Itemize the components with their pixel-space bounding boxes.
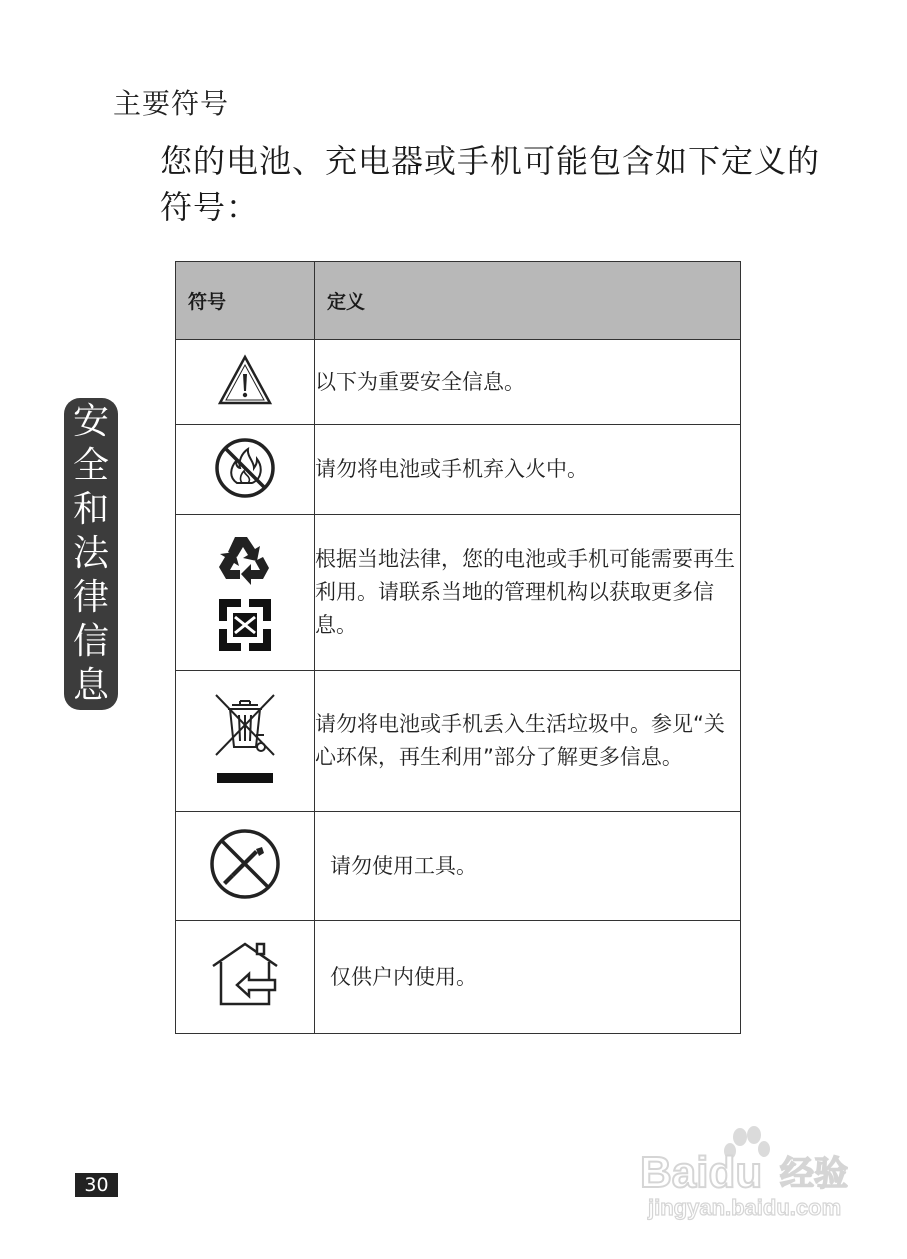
definition-cell: 请勿将电池或手机弃入火中。 bbox=[315, 425, 741, 515]
header-definition: 定义 bbox=[315, 262, 741, 340]
table-row bbox=[176, 921, 741, 1034]
side-tab-char: 全 bbox=[72, 445, 109, 486]
definition-cell: 请勿使用工具。 bbox=[315, 812, 741, 921]
definition-cell: 请勿将电池或手机丢入生活垃圾中。参见“关心环保，再生利用”部分了解更多信息。 bbox=[315, 671, 741, 812]
table-row bbox=[176, 515, 741, 671]
side-tab-char: 息 bbox=[72, 665, 109, 706]
header-symbol: 符号 bbox=[176, 262, 315, 340]
battery-recycle-icon bbox=[217, 597, 273, 653]
table-row bbox=[176, 340, 741, 425]
symbol-cell bbox=[176, 671, 315, 812]
side-tab-char: 法 bbox=[72, 533, 109, 574]
no-tools-icon bbox=[208, 827, 282, 901]
definition-cell: 仅供户内使用。 bbox=[315, 921, 741, 1034]
table-header-row bbox=[176, 262, 741, 340]
symbols-table bbox=[175, 261, 741, 1034]
side-tab-char: 和 bbox=[72, 489, 109, 530]
watermark-brand: Baidu bbox=[640, 1148, 763, 1197]
watermark-brand-cn: 经验 bbox=[780, 1154, 848, 1194]
symbol-cell bbox=[176, 921, 315, 1034]
table-row bbox=[176, 671, 741, 812]
symbol-cell bbox=[176, 425, 315, 515]
table-row bbox=[176, 425, 741, 515]
baidu-jingyan-watermark bbox=[640, 1125, 865, 1225]
intro-paragraph: 您的电池、充电器或手机可能包含如下定义的符号： bbox=[160, 142, 821, 226]
warning-triangle-icon bbox=[217, 354, 273, 406]
crossed-out-bin-icon bbox=[210, 689, 280, 789]
definition-cell: 以下为重要安全信息。 bbox=[315, 340, 741, 425]
side-tab bbox=[64, 398, 118, 710]
side-tab-char: 律 bbox=[72, 577, 109, 618]
side-tab-char: 安 bbox=[72, 401, 109, 442]
indoor-use-icon bbox=[207, 940, 283, 1010]
recycle-icon bbox=[215, 533, 275, 587]
table-row bbox=[176, 812, 741, 921]
definition-cell: 根据当地法律，您的电池或手机可能需要再生利用。请联系当地的管理机构以获取更多信息。 bbox=[315, 515, 741, 671]
page-number: 30 bbox=[75, 1173, 118, 1197]
symbol-cell bbox=[176, 812, 315, 921]
symbol-cell bbox=[176, 340, 315, 425]
symbol-cell bbox=[176, 515, 315, 671]
watermark-url: jingyan.baidu.com bbox=[648, 1195, 842, 1220]
section-heading: 主要符号 bbox=[113, 87, 230, 120]
side-tab-char: 信 bbox=[72, 621, 109, 662]
no-fire-icon bbox=[214, 437, 276, 499]
